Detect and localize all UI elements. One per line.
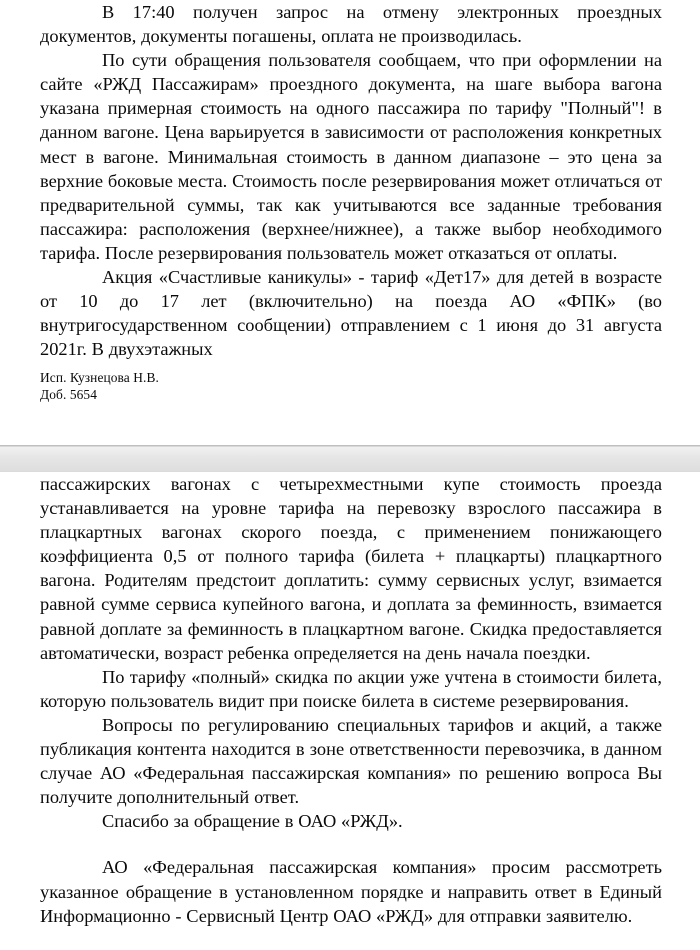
executor-block bbox=[40, 369, 662, 403]
page-break-separator bbox=[0, 445, 700, 472]
paragraph-coupe-fare-continuation: пассажирских вагонах с четырехместными купе стоимость проезда устанавливается на уровне тарифа на перевозку взрослого пассажира в плацкартных вагонах скорого поезда, с применением понижающего коэффициента 0,5 от полного тарифа (билета + плацкарты) плацкартного вагона. Родителям предстоит доплатить: сумму сервисных услуг, взимается равной сумме сервиса купейного вагона, и доплата за феминность, взимается равной доплате за феминность в плацкартном вагоне. Скидка предоставляется автоматически, возраст ребенка определяется на день начала поездки. bbox=[40, 474, 662, 663]
paragraph-cancellation-request: В 17:40 получен запрос на отмену электронных проездных документов, документы погашены, оплата не производилась. bbox=[40, 2, 662, 47]
document-page-2 bbox=[0, 472, 700, 950]
paragraph-spacer bbox=[40, 833, 662, 855]
paragraph-carrier-responsibility: Вопросы по регулированию специальных тарифов и акций, а также публикация контента находится в зоне ответственности перевозчика, в данном случае АО «Федеральная пассажирская компания» по решению вопроса Вы получите дополнительный ответ. bbox=[40, 714, 662, 808]
paragraph-full-fare-discount: По тарифу «полный» скидка по акции уже учтена в стоимости билета, которую пользователь видит при поиске билета в системе резервирования. bbox=[40, 666, 662, 711]
document-page-1 bbox=[0, 0, 700, 445]
paragraph-fare-explanation: По сути обращения пользователя сообщаем, что при оформлении на сайте «РЖД Пассажирам» проездного документа, на шаге выбора вагона указана примерная стоимость на одного пассажира по тарифу "Полный"! в данном вагоне. Цена варьируется в зависимости от расположения конкретных мест в вагоне. Минимальная стоимость в данном диапазоне – это цена за верхние боковые места. Стоимость после резервирования может отличаться от предварительной суммы, так как учитываются все заданные требования пассажира: расположения (верхнее/нижнее), а также выбор необходимого тарифа. После резервирования пользователь может отказаться от оплаты. bbox=[40, 50, 662, 263]
paragraph-fpk-request: АО «Федеральная пассажирская компания» просим рассмотреть указанное обращение в установленном порядке и направить ответ в Единый Информационно - Сервисный Центр ОАО «РЖД» для отправки заявителю. bbox=[40, 857, 662, 926]
paragraph-thanks: Спасибо за обращение в ОАО «РЖД». bbox=[102, 811, 403, 832]
executor-performer: Исп. Кузнецова Н.В. bbox=[40, 370, 159, 386]
paragraph-promotion-det17: Акция «Счастливые каникулы» - тариф «Дет17» для детей в возрасте от 10 до 17 лет (включительно) на поезда АО «ФПК» (во внутригосударственном сообщении) отправлением с 1 июня до 31 августа 2021г. В двухэтажных bbox=[40, 267, 662, 360]
executor-extension: Доб. 5654 bbox=[40, 387, 98, 403]
